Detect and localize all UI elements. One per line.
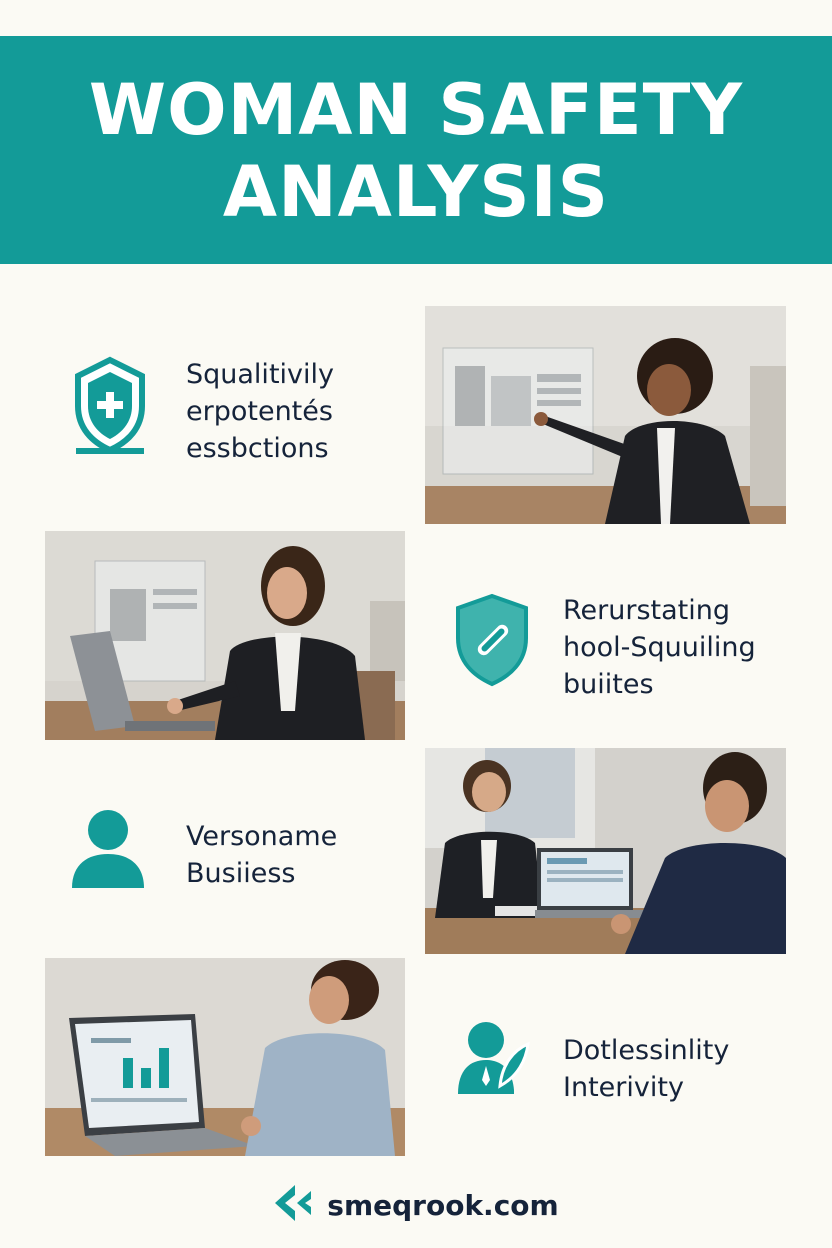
section-1-line-3: essbctions (186, 433, 329, 464)
section-4-text (563, 1032, 729, 1106)
page-title-line-2: ANALYSIS (222, 151, 610, 233)
arrow-logo-icon (273, 1183, 313, 1228)
footer (0, 1180, 832, 1230)
section-2-line-1: Rerurstating (563, 595, 731, 626)
section-2-line-3: buiites (563, 669, 654, 700)
person-icon (70, 808, 146, 890)
section-3-text (186, 818, 337, 892)
section-2-text (563, 592, 756, 703)
section-3-line-2: Busiiess (186, 858, 296, 889)
user-leaf-icon (456, 1020, 530, 1096)
section-1-line-1: Squalitivily (186, 359, 334, 390)
section-1-text (186, 356, 334, 467)
page-title-line-1: WOMAN SAFETY (88, 69, 744, 151)
section-1-line-2: erpotentés (186, 396, 333, 427)
section-4-line-1: Dotlessinlity (563, 1035, 730, 1066)
photo-woman-laptop-hologram (45, 531, 405, 740)
photo-meeting-laptop (425, 748, 786, 954)
website-link[interactable]: smeqrook.com (327, 1188, 559, 1222)
shield-pen-icon (452, 592, 532, 688)
photo-woman-laptop-chart (45, 958, 405, 1156)
section-3-line-1: Versoname (186, 821, 338, 852)
section-4-line-2: Interivity (563, 1072, 684, 1103)
section-2-line-2: hool-Squuiling (563, 632, 756, 663)
shield-plus-icon (72, 356, 148, 456)
photo-presenter-hologram (425, 306, 786, 524)
